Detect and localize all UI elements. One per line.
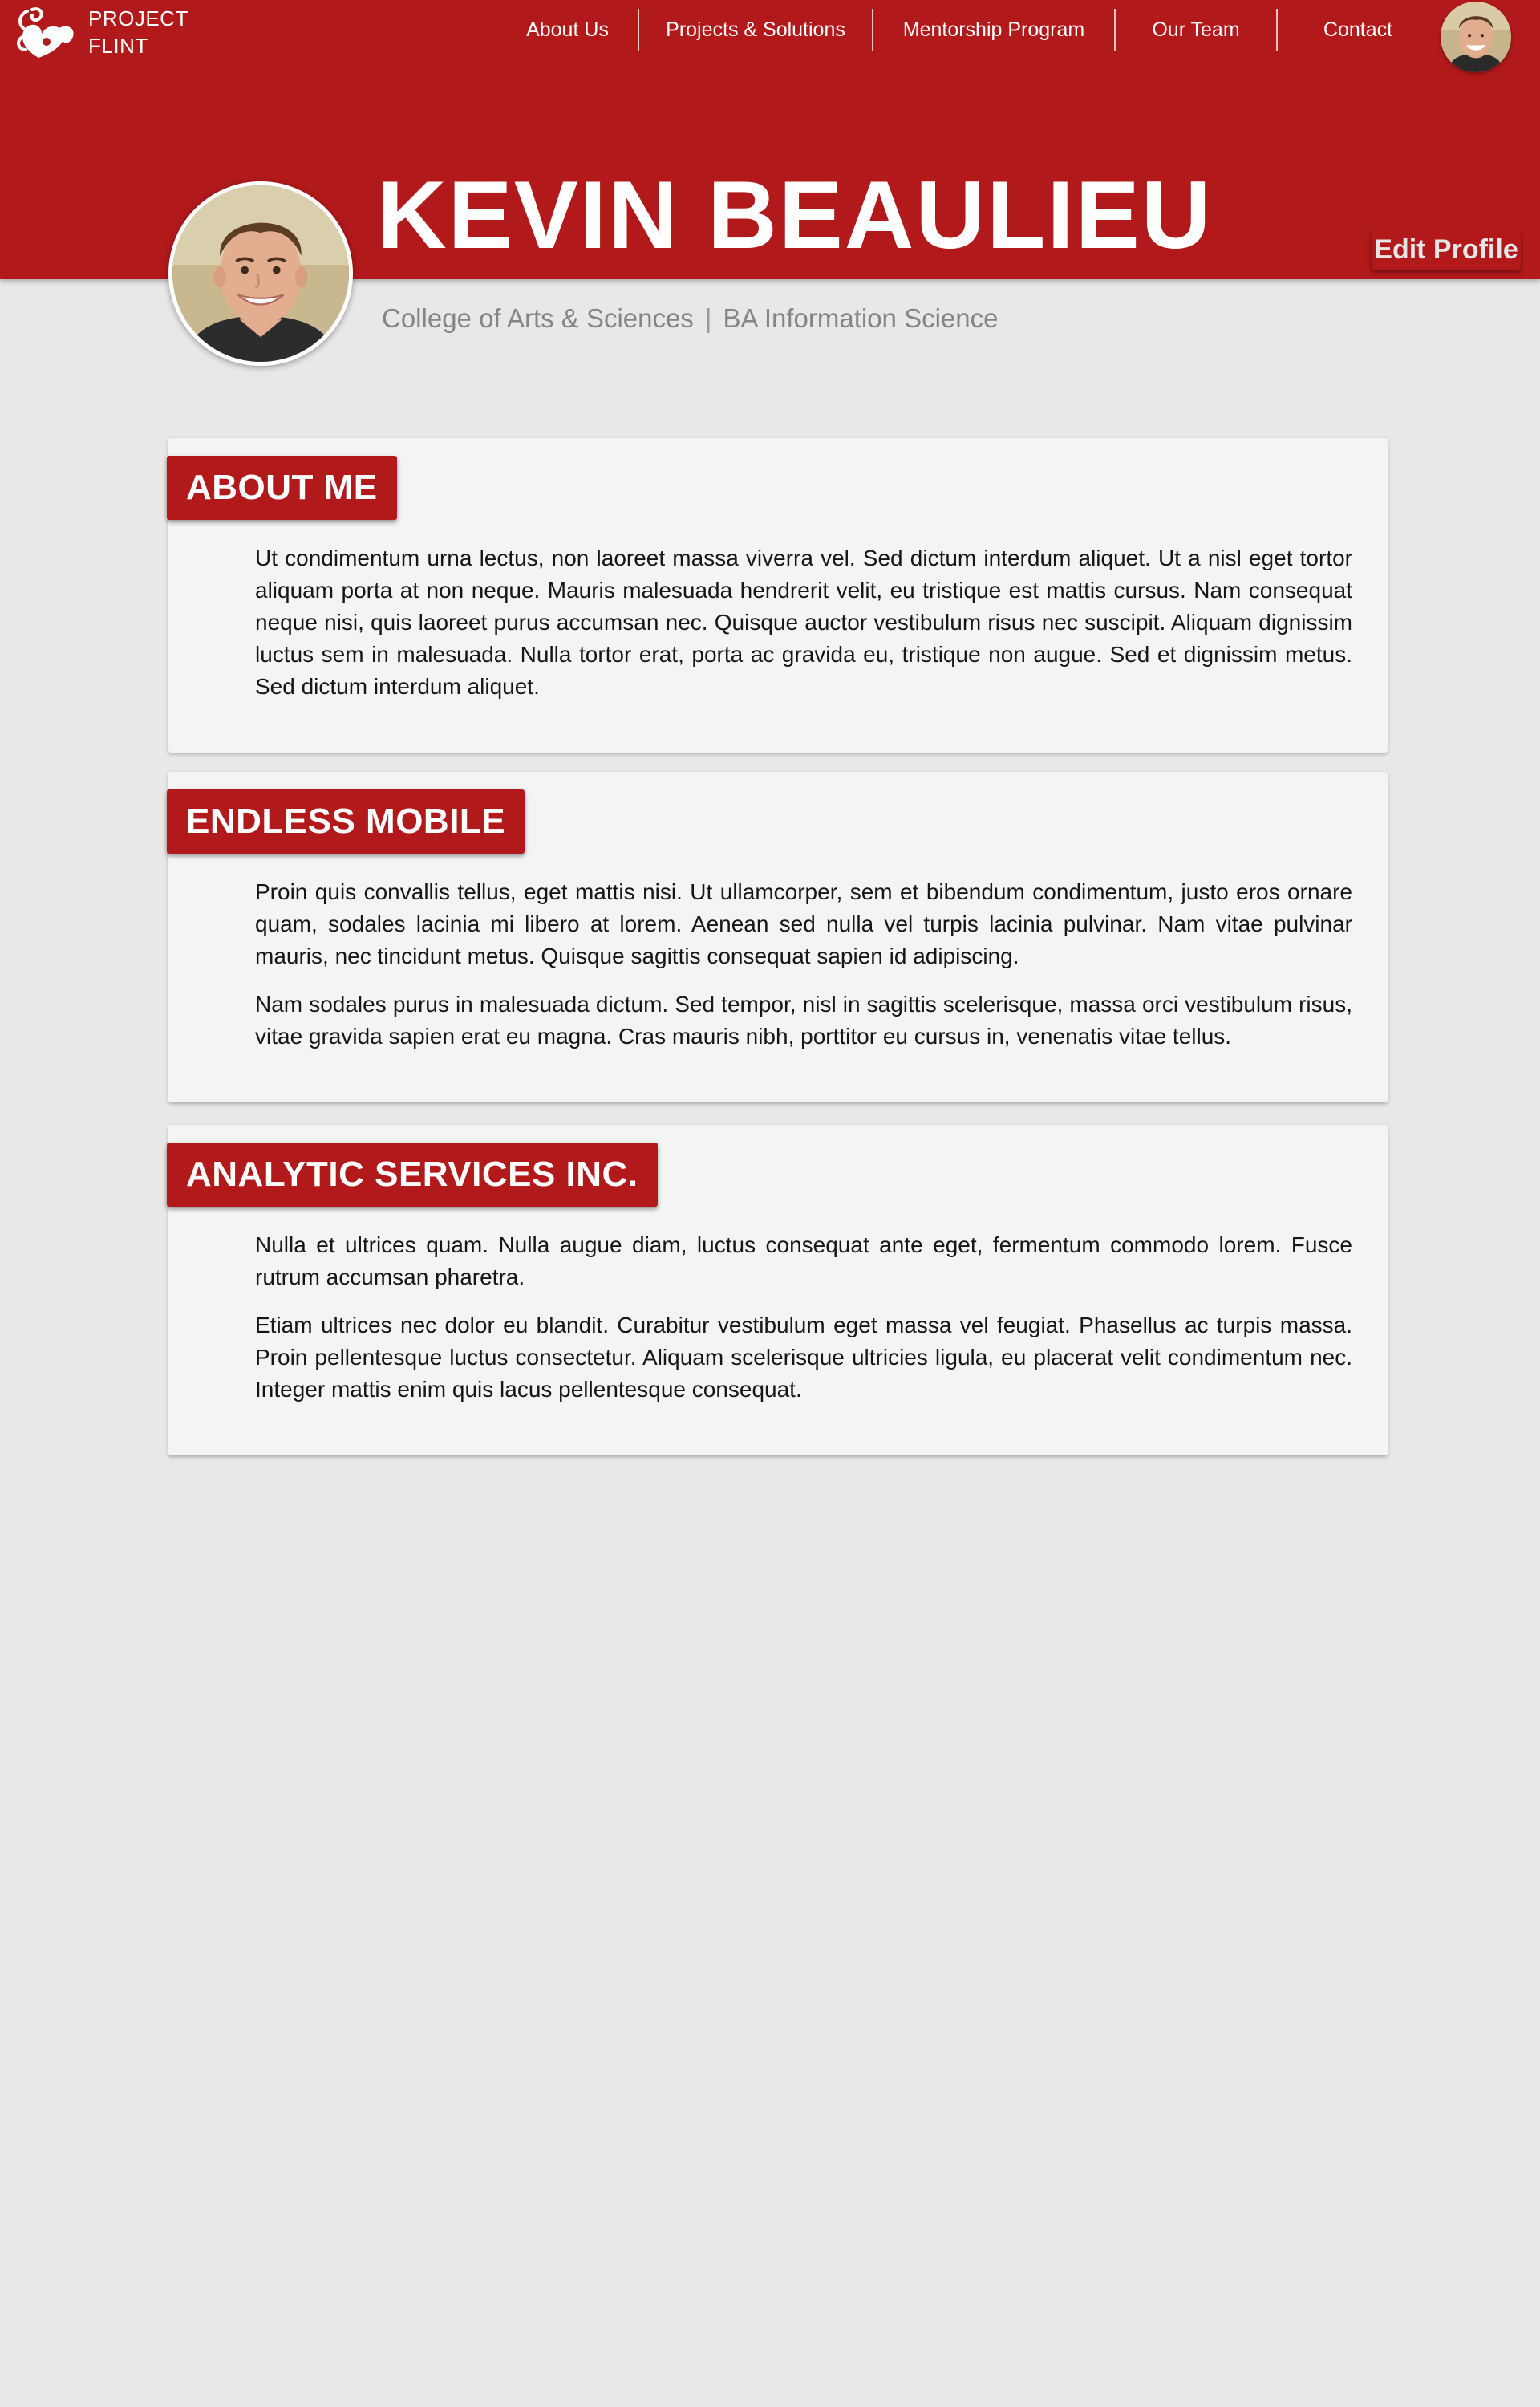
nav-our-team[interactable]: Our Team — [1152, 18, 1240, 41]
section-paragraph: Nulla et ultrices quam. Nulla augue diam, luctus consequat ante eget, fermentum commodo lorem. Fusce rutrum accumsan pharetra. — [255, 1232, 1352, 1289]
nav-mentorship-program[interactable]: Mentorship Program — [902, 18, 1085, 41]
user-avatar[interactable] — [1441, 2, 1511, 72]
nav-projects-solutions[interactable]: Projects & Solutions — [666, 18, 845, 41]
section-title: ABOUT ME — [167, 456, 397, 520]
flint-logo-icon — [14, 5, 79, 59]
brand-line-2: FLINT — [88, 34, 148, 58]
subtitle-separator: | — [704, 303, 712, 333]
section-title: ENDLESS MOBILE — [167, 789, 525, 854]
section-analytic-services — [168, 1125, 1388, 1455]
nav-contact[interactable]: Contact — [1323, 18, 1393, 41]
brand-line-1: PROJECT — [88, 6, 188, 30]
profile-name: KEVIN BEAULIEU — [377, 161, 1213, 269]
profile-photo-image — [172, 185, 349, 362]
section-body — [255, 876, 1352, 1069]
section-title: ANALYTIC SERVICES INC. — [167, 1143, 658, 1207]
profile-photo — [168, 181, 353, 366]
section-paragraph: Proin quis convallis tellus, eget mattis nisi. Ut ullamcorper, sem et bibendum condimentum, justo eros ornare quam, sodales lacinia mi libero at lorem. Aenean sed nulla vel turpis lacinia pulvinar. Nam vitae pulvinar mauris, nec tincidunt metus. Quisque sagittis consequat sapien id adipiscing. — [255, 879, 1352, 968]
section-paragraph: Nam sodales purus in malesuada dictum. Sed tempor, nisl in sagittis scelerisque, massa orci vestibulum risus, vitae gravida sapien erat eu magna. Cras mauris nibh, porttitor eu cursus in, venenatis vitae tellus. — [255, 992, 1352, 1049]
profile-college: College of Arts & Sciences — [382, 303, 694, 333]
nav-about-us[interactable]: About Us — [526, 18, 609, 41]
section-body — [255, 542, 1352, 719]
avatar-photo — [1441, 2, 1511, 72]
section-paragraph: Ut condimentum urna lectus, non laoreet massa viverra vel. Sed dictum interdum aliquet. Ut a nisl eget tortor aliquam porta at non neque. Mauris malesuada hendrerit velit, eu tristique est mattis cursus. Nam consequat neque nisi, quis laoreet purus accumsan nec. Quisque auctor vestibulum risus nec suscipit. Aliquam dignissim luctus sem in malesuada. Nulla tortor erat, porta ac gravida eu, tristique non augue. Sed et dignissim metus. Sed dictum interdum aliquet. — [255, 546, 1352, 699]
main-nav — [497, 8, 1438, 51]
brand-name — [88, 5, 188, 59]
section-body — [255, 1229, 1352, 1422]
section-about-me — [168, 438, 1388, 753]
section-paragraph: Etiam ultrices nec dolor eu blandit. Curabitur vestibulum eget massa vel feugiat. Phasellus ac turpis massa. Proin pellentesque luctus consectetur. Aliquam scelerisque ultricies ligula, eu placerat velit condimentum nec. Integer mattis enim quis lacus pellentesque consequat. — [255, 1313, 1352, 1402]
edit-profile-button[interactable]: Edit Profile — [1372, 229, 1521, 270]
profile-subtitle — [382, 303, 998, 334]
section-endless-mobile — [168, 772, 1388, 1102]
profile-degree: BA Information Science — [723, 303, 999, 333]
brand-logo[interactable] — [14, 2, 188, 63]
